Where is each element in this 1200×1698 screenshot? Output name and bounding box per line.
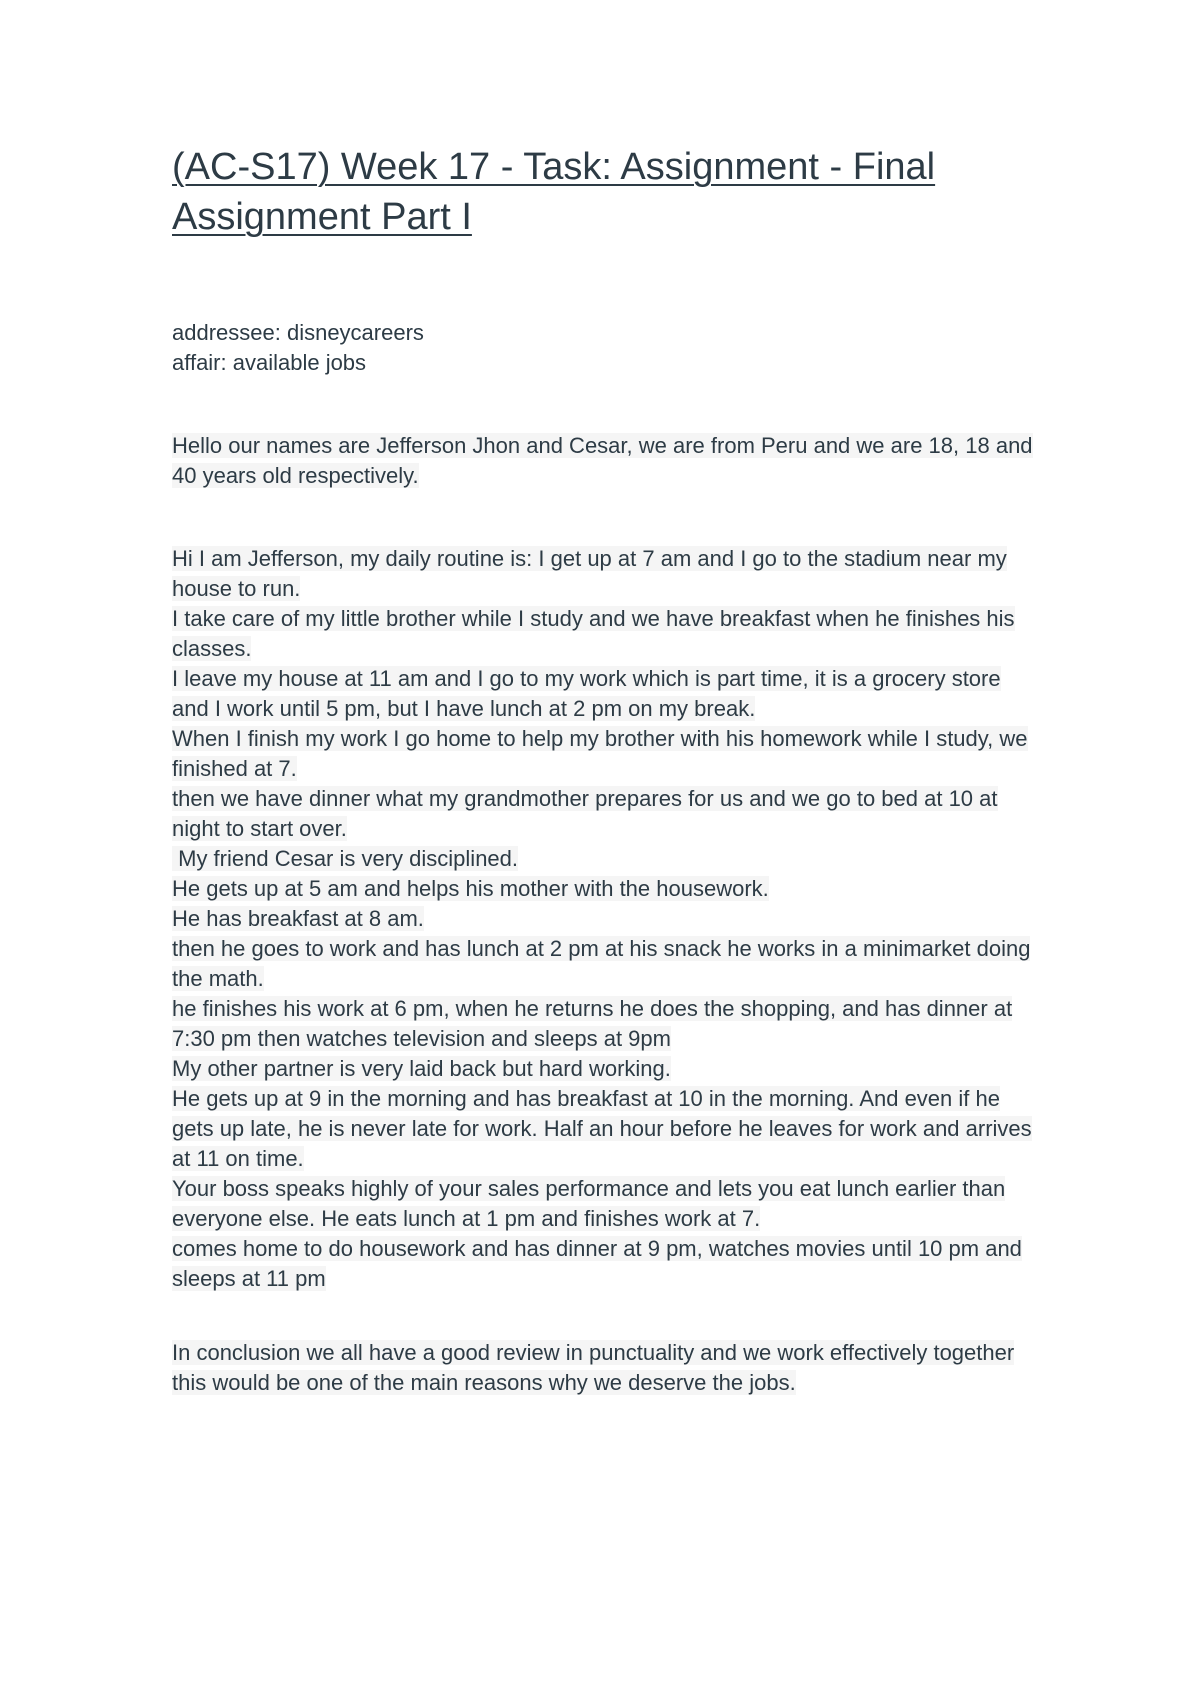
routine-line: He gets up at 9 in the morning and has breakfast at 10 in the morning. And even if he gets up late, he is never late for work. Half an hour before he leaves for work and arrives at 11 on time. bbox=[172, 1086, 1032, 1171]
page-title: (AC-S17) Week 17 - Task: Assignment - Final Assignment Part I bbox=[172, 146, 936, 238]
routine-line: I leave my house at 11 am and I go to my work which is part time, it is a grocery store and I work until 5 pm, but I have lunch at 2 pm on my break. bbox=[172, 666, 1001, 721]
routine-paragraph bbox=[172, 544, 1042, 1294]
routine-line: he finishes his work at 6 pm, when he returns he does the shopping, and has dinner at 7:30 pm then watches television and sleeps at 9pm bbox=[172, 996, 1013, 1051]
affair-line: affair: available jobs bbox=[172, 350, 367, 375]
routine-line: My friend Cesar is very disciplined. bbox=[172, 846, 519, 871]
intro-paragraph bbox=[172, 431, 1042, 491]
routine-line: I take care of my little brother while I study and we have breakfast when he finishes his classes. bbox=[172, 606, 1015, 661]
routine-line: then he goes to work and has lunch at 2 pm at his snack he works in a minimarket doing the math. bbox=[172, 936, 1031, 991]
letter-header bbox=[172, 318, 1032, 378]
routine-line: Your boss speaks highly of your sales performance and lets you eat lunch earlier than everyone else. He eats lunch at 1 pm and finishes work at 7. bbox=[172, 1176, 1006, 1231]
routine-line: comes home to do housework and has dinner at 9 pm, watches movies until 10 pm and sleeps at 11 pm bbox=[172, 1236, 1022, 1291]
conclusion-paragraph bbox=[172, 1338, 1042, 1398]
routine-line: When I finish my work I go home to help my brother with his homework while I study, we finished at 7. bbox=[172, 726, 1028, 781]
conclusion-text: In conclusion we all have a good review in punctuality and we work effectively together this would be one of the main reasons why we deserve the jobs. bbox=[172, 1340, 1015, 1395]
routine-line: Hi I am Jefferson, my daily routine is: I get up at 7 am and I go to the stadium near my house to run. bbox=[172, 546, 1007, 601]
routine-line: My other partner is very laid back but hard working. bbox=[172, 1056, 671, 1081]
routine-line: He has breakfast at 8 am. bbox=[172, 906, 424, 931]
addressee-line: addressee: disneycareers bbox=[172, 320, 424, 345]
routine-line: then we have dinner what my grandmother prepares for us and we go to bed at 10 at night to start over. bbox=[172, 786, 998, 841]
routine-line: He gets up at 5 am and helps his mother with the housework. bbox=[172, 876, 769, 901]
intro-text: Hello our names are Jefferson Jhon and Cesar, we are from Peru and we are 18, 18 and 40 years old respectively. bbox=[172, 433, 1033, 488]
